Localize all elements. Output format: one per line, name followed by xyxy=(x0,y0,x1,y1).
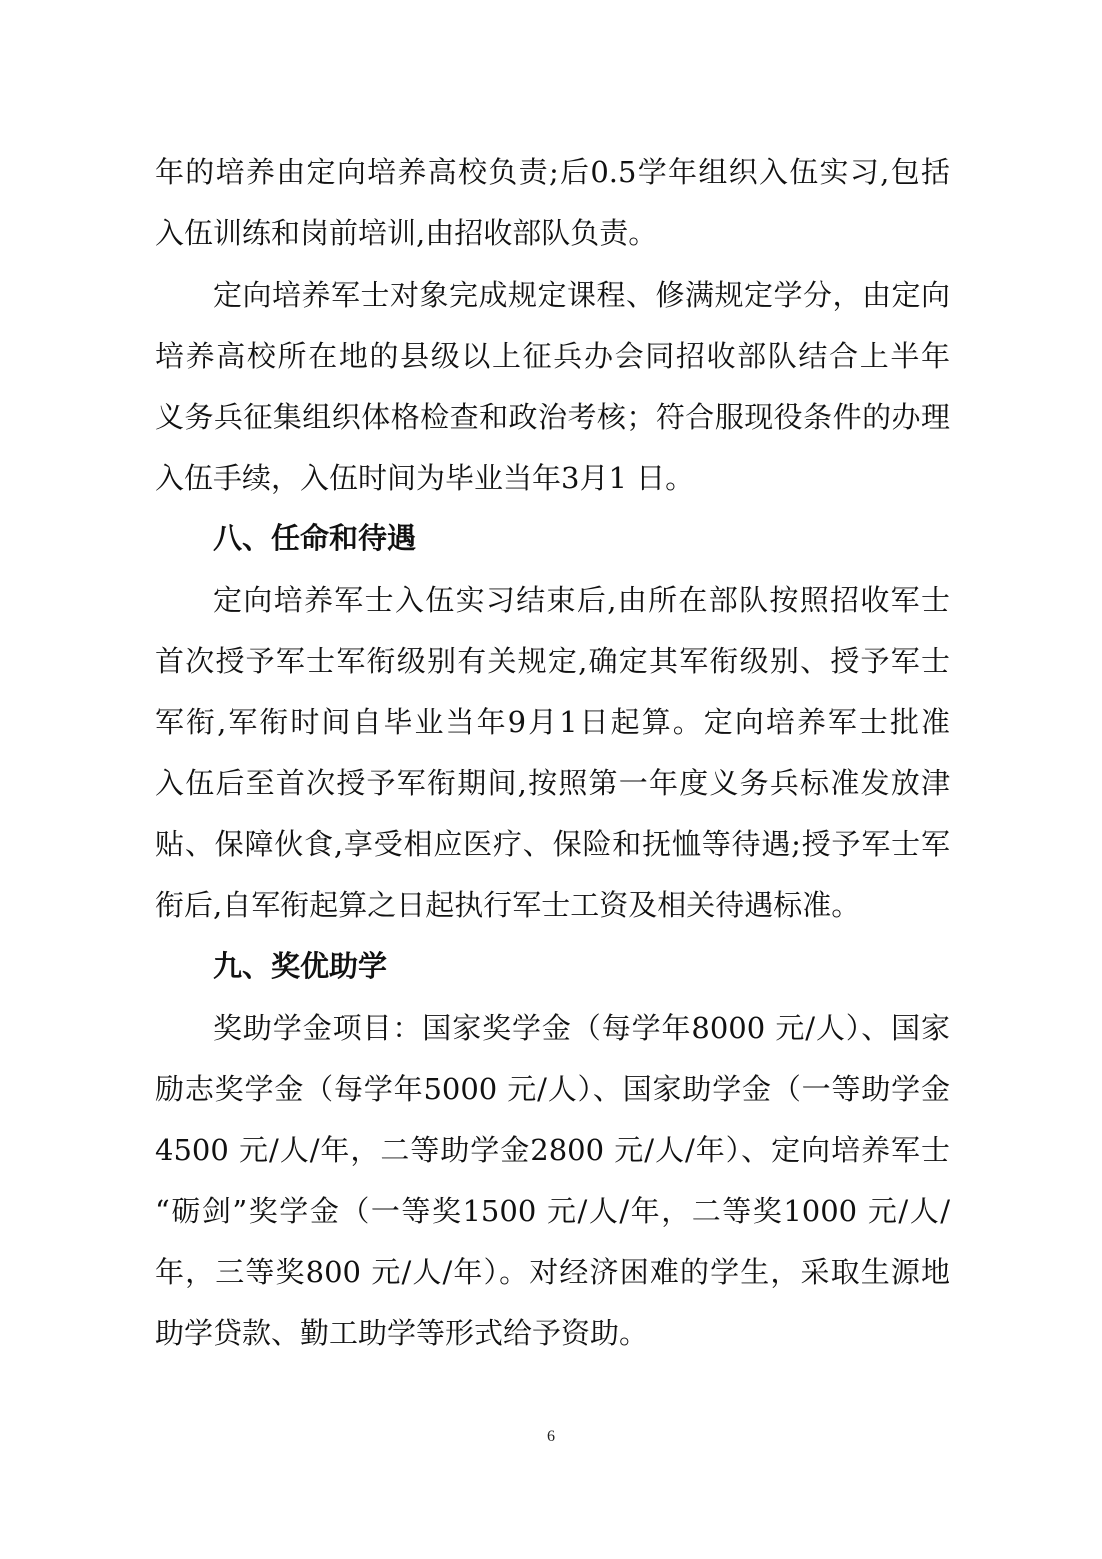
paragraph-line: 励志奖学金（每学年5000 元/人）、国家助学金（一等助学金 xyxy=(155,1072,950,1106)
paragraph-line: 年的培养由定向培养高校负责;后0.5学年组织入伍实习,包括 xyxy=(155,155,950,189)
paragraph-line: 入伍手续，入伍时间为毕业当年3月1 日。 xyxy=(155,461,695,495)
paragraph-line: 义务兵征集组织体格检查和政治考核；符合服现役条件的办理 xyxy=(155,400,950,434)
page-number: 6 xyxy=(547,1428,555,1445)
paragraph-line: “砺剑”奖学金（一等奖1500 元/人/年，二等奖1000 元/人/ xyxy=(155,1194,950,1228)
paragraph-line: 4500 元/人/年，二等助学金2800 元/人/年）、定向培养军士 xyxy=(155,1133,950,1167)
paragraph-line: 首次授予军士军衔级别有关规定,确定其军衔级别、授予军士 xyxy=(155,644,950,678)
paragraph-line: 奖助学金项目：国家奖学金（每学年8000 元/人）、国家 xyxy=(213,1011,950,1045)
paragraph-line: 定向培养军士对象完成规定课程、修满规定学分，由定向 xyxy=(213,278,950,312)
paragraph-line: 衔后,自军衔起算之日起执行军士工资及相关待遇标准。 xyxy=(155,888,861,922)
section-heading-appointment: 八、任命和待遇 xyxy=(213,521,417,555)
paragraph-line: 助学贷款、勤工助学等形式给予资助。 xyxy=(155,1316,649,1350)
paragraph-line: 培养高校所在地的县级以上征兵办会同招收部队结合上半年 xyxy=(155,339,950,373)
paragraph-line: 入伍训练和岗前培训,由招收部队负责。 xyxy=(155,216,658,250)
paragraph-line: 军衔,军衔时间自毕业当年9月1日起算。定向培养军士批准 xyxy=(155,705,950,739)
paragraph-line: 定向培养军士入伍实习结束后,由所在部队按照招收军士 xyxy=(213,583,950,617)
section-heading-scholarships: 九、奖优助学 xyxy=(213,949,388,983)
paragraph-line: 入伍后至首次授予军衔期间,按照第一年度义务兵标准发放津 xyxy=(155,766,950,800)
paragraph-line: 贴、保障伙食,享受相应医疗、保险和抚恤等待遇;授予军士军 xyxy=(155,827,950,861)
paragraph-line: 年，三等奖800 元/人/年）。对经济困难的学生，采取生源地 xyxy=(155,1255,950,1289)
